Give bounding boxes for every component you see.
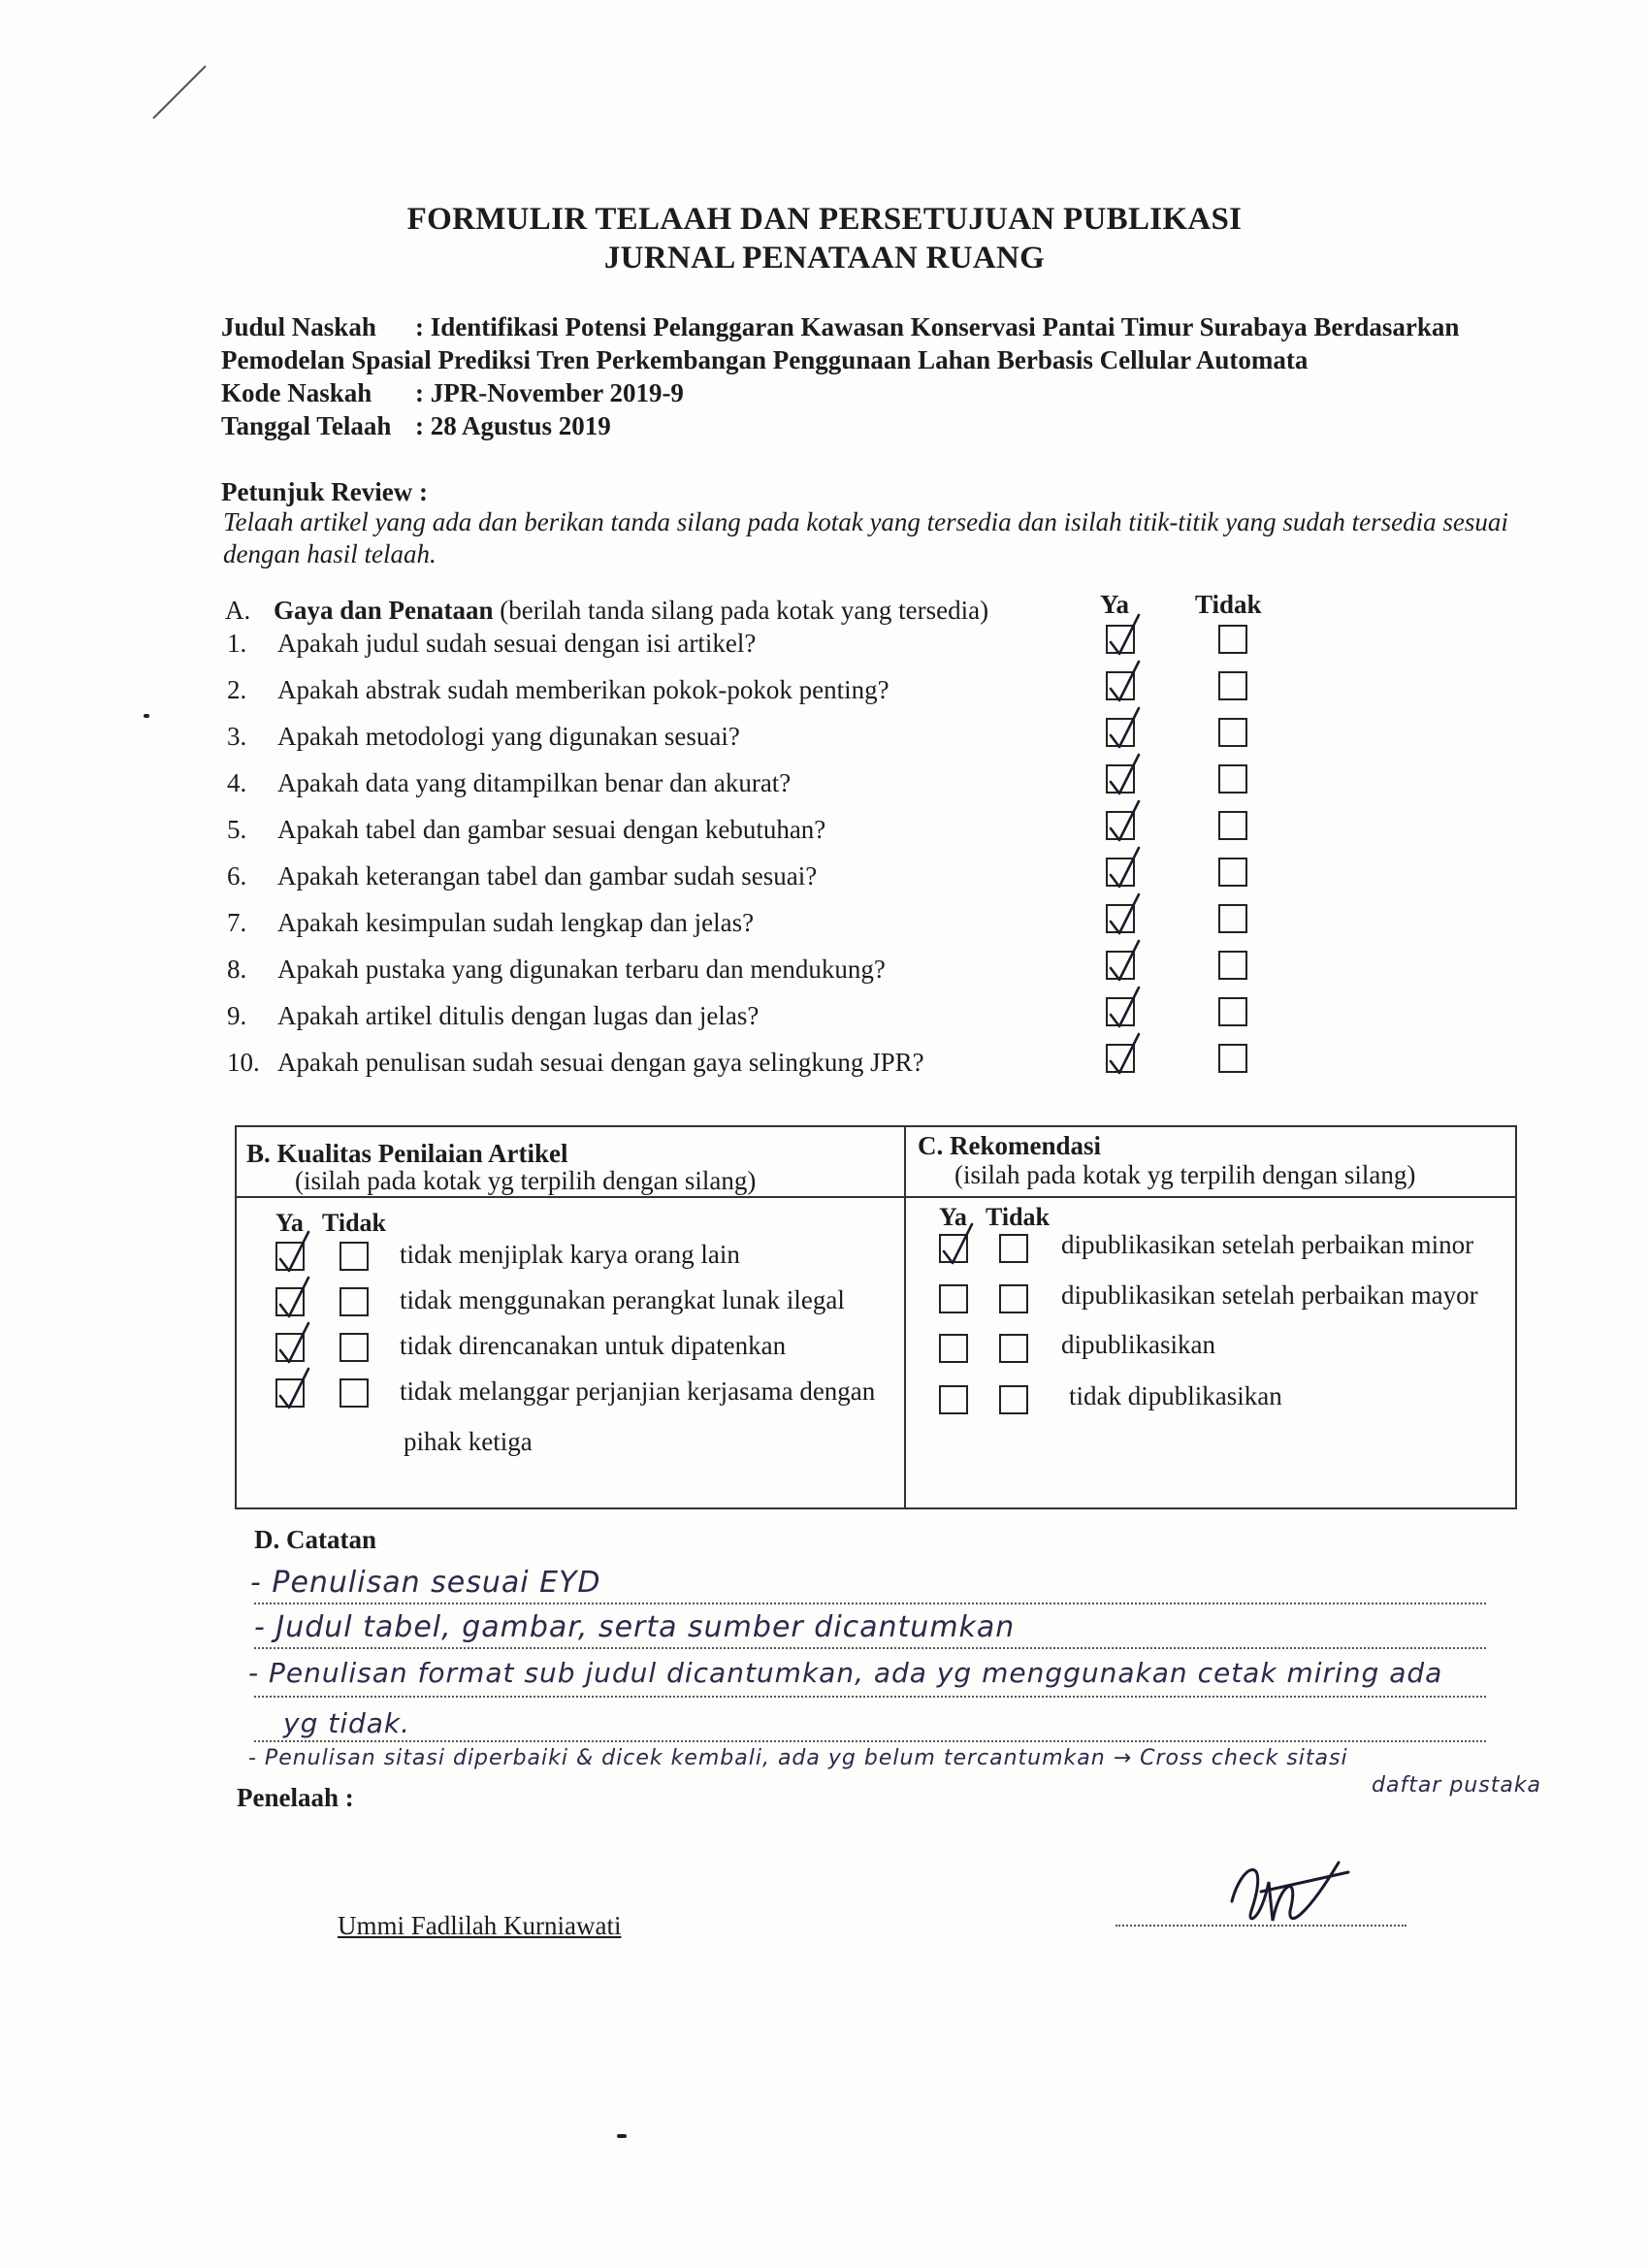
instructions-text: Telaah artikel yang ada dan berikan tanda silang pada kotak yang tersedia dan isilah titik-titik yang sudah tersedia sesuai dengan hasil telaah.: [223, 507, 1508, 568]
tidak-checkbox[interactable]: [1218, 951, 1247, 980]
ya-checkbox[interactable]: [275, 1378, 305, 1408]
question-text: Apakah pustaka yang digunakan terbaru dan mendukung?: [277, 955, 886, 984]
tanggal-row: [221, 411, 611, 441]
handwritten-note: yg tidak.: [283, 1707, 411, 1739]
tidak-checkbox[interactable]: [1218, 904, 1247, 933]
ya-checkbox[interactable]: [1106, 1044, 1135, 1073]
ya-checkbox[interactable]: [939, 1334, 968, 1363]
bc-header-rule: [235, 1196, 1517, 1198]
reviewer-label: Penelaah :: [237, 1783, 354, 1812]
ya-checkbox[interactable]: [939, 1284, 968, 1313]
ya-checkbox[interactable]: [1106, 718, 1135, 747]
question-row: [227, 629, 756, 659]
tidak-checkbox[interactable]: [340, 1242, 369, 1271]
tanggal-value: : 28 Agustus 2019: [415, 411, 611, 440]
question-row: [227, 1001, 759, 1031]
question-row: [227, 722, 740, 752]
section-a-letter: A.: [225, 596, 251, 625]
ya-checkbox[interactable]: [1106, 764, 1135, 794]
question-row: [227, 955, 886, 985]
question-number: 2.: [227, 675, 247, 704]
tidak-checkbox[interactable]: [999, 1234, 1028, 1263]
tidak-checkbox[interactable]: [999, 1385, 1028, 1414]
question-text: Apakah tabel dan gambar sesuai dengan kebutuhan?: [277, 815, 826, 844]
judul-value: : Identifikasi Potensi Pelanggaran Kawasan Konservasi Pantai Timur Surabaya Berdasarkan: [415, 312, 1460, 341]
pen-mark: [146, 58, 213, 126]
judul-value-cont: Pemodelan Spasial Prediksi Tren Perkembangan Penggunaan Lahan Berbasis Cellular Automata: [221, 345, 1309, 374]
tidak-checkbox[interactable]: [999, 1284, 1028, 1313]
tidak-checkbox[interactable]: [340, 1333, 369, 1362]
tidak-checkbox[interactable]: [1218, 858, 1247, 887]
question-number: 4.: [227, 768, 247, 797]
question-number: 3.: [227, 722, 247, 751]
criterion-label: tidak menjiplak karya orang lain: [400, 1240, 740, 1269]
section-b-title: B. Kualitas Penilaian Artikel: [246, 1139, 568, 1168]
section-d-title: D. Catatan: [254, 1525, 376, 1554]
question-text: Apakah abstrak sudah memberikan pokok-pokok penting?: [277, 675, 889, 704]
kode-label: Kode Naskah: [221, 378, 372, 407]
section-c-col-ya: Ya: [939, 1203, 967, 1231]
note-line: [254, 1696, 1486, 1698]
signature: [1193, 1843, 1377, 1950]
question-row: [227, 861, 817, 891]
question-row: [227, 908, 754, 938]
question-number: 7.: [227, 908, 247, 937]
note-line: [254, 1603, 1486, 1604]
tidak-checkbox[interactable]: [340, 1287, 369, 1316]
handwritten-note: daftar pustaka: [1372, 1773, 1542, 1798]
recommendation-label: tidak dipublikasikan: [1069, 1381, 1282, 1410]
tanggal-label: Tanggal Telaah: [221, 411, 392, 440]
handwritten-note: - Penulisan sesuai EYD: [250, 1566, 601, 1600]
criterion-label-cont: pihak ketiga: [404, 1427, 533, 1456]
tidak-checkbox[interactable]: [1218, 764, 1247, 794]
question-number: 6.: [227, 861, 247, 891]
tidak-checkbox[interactable]: [1218, 811, 1247, 840]
handwritten-note: - Penulisan sitasi diperbaiki & dicek kembali, ada yg belum tercantumkan → Cross check sitasi: [248, 1746, 1348, 1770]
handwritten-note: - Judul tabel, gambar, serta sumber dicantumkan: [254, 1610, 1016, 1644]
section-b-col-ya: Ya: [275, 1209, 304, 1237]
tidak-checkbox[interactable]: [1218, 718, 1247, 747]
question-row: [227, 675, 889, 705]
question-number: 10.: [227, 1048, 260, 1077]
ya-checkbox[interactable]: [1106, 671, 1135, 700]
section-c-col-tidak: Tidak: [986, 1203, 1051, 1231]
question-text: Apakah metodologi yang digunakan sesuai?: [277, 722, 740, 751]
criterion-label: tidak direncanakan untuk dipatenkan: [400, 1331, 787, 1360]
ya-checkbox[interactable]: [1106, 997, 1135, 1026]
recommendation-label: dipublikasikan setelah perbaikan mayor: [1061, 1280, 1478, 1310]
question-number: 1.: [227, 629, 247, 658]
question-row: [227, 1048, 924, 1078]
section-a-subtitle: (berilah tanda silang pada kotak yang tersedia): [500, 596, 989, 625]
ya-checkbox[interactable]: [1106, 858, 1135, 887]
tidak-checkbox[interactable]: [1218, 671, 1247, 700]
handwritten-note: - Penulisan format sub judul dicantumkan, ada yg menggunakan cetak miring ada: [248, 1657, 1443, 1689]
ya-checkbox[interactable]: [1106, 904, 1135, 933]
judul-label: Judul Naskah: [221, 312, 376, 341]
section-a-heading: [225, 596, 988, 626]
question-row: [227, 815, 825, 845]
question-text: Apakah artikel ditulis dengan lugas dan jelas?: [277, 1001, 760, 1030]
bc-divider: [904, 1125, 906, 1509]
question-text: Apakah keterangan tabel dan gambar sudah sesuai?: [277, 861, 818, 891]
ya-checkbox[interactable]: [1106, 811, 1135, 840]
ya-checkbox[interactable]: [275, 1287, 305, 1316]
ya-checkbox[interactable]: [275, 1242, 305, 1271]
section-a-col-tidak: Tidak: [1195, 590, 1262, 619]
section-b-subtitle: (isilah pada kotak yg terpilih dengan silang): [295, 1166, 757, 1195]
section-c-subtitle: (isilah pada kotak yg terpilih dengan silang): [954, 1160, 1416, 1189]
ya-checkbox[interactable]: [939, 1385, 968, 1414]
kode-row: [221, 378, 684, 408]
question-number: 5.: [227, 815, 247, 844]
judul-row: [221, 312, 1459, 342]
reviewer-name: Ummi Fadlilah Kurniawati: [338, 1911, 622, 1940]
speck: [617, 2134, 627, 2138]
speck: [144, 714, 149, 718]
note-line: [254, 1740, 1486, 1742]
recommendation-label: dipublikasikan setelah perbaikan minor: [1061, 1230, 1474, 1259]
criterion-label: tidak menggunakan perangkat lunak ilegal: [400, 1285, 845, 1314]
ya-checkbox[interactable]: [275, 1333, 305, 1362]
recommendation-label: dipublikasikan: [1061, 1330, 1215, 1359]
kode-value: : JPR-November 2019-9: [415, 378, 684, 407]
question-number: 8.: [227, 955, 247, 984]
ya-checkbox[interactable]: [1106, 625, 1135, 654]
question-text: Apakah penulisan sudah sesuai dengan gaya selingkung JPR?: [277, 1048, 924, 1077]
section-b-col-tidak: Tidak: [322, 1209, 387, 1237]
ya-checkbox[interactable]: [1106, 951, 1135, 980]
form-title-line2: JURNAL PENATAAN RUANG: [603, 241, 1046, 275]
instructions-heading: Petunjuk Review :: [221, 477, 428, 506]
section-a-title: Gaya dan Penataan: [274, 596, 494, 625]
section-a-col-ya: Ya: [1100, 590, 1130, 619]
ya-checkbox[interactable]: [939, 1234, 968, 1263]
criterion-label: tidak melanggar perjanjian kerjasama dengan: [400, 1377, 876, 1406]
question-number: 9.: [227, 1001, 247, 1030]
tidak-checkbox[interactable]: [1218, 625, 1247, 654]
question-row: [227, 768, 791, 798]
question-text: Apakah data yang ditampilkan benar dan akurat?: [277, 768, 792, 797]
section-c-title: C. Rekomendasi: [918, 1131, 1102, 1160]
question-text: Apakah kesimpulan sudah lengkap dan jelas?: [277, 908, 755, 937]
note-line: [254, 1647, 1486, 1649]
tidak-checkbox[interactable]: [1218, 1044, 1247, 1073]
tidak-checkbox[interactable]: [1218, 997, 1247, 1026]
question-text: Apakah judul sudah sesuai dengan isi artikel?: [277, 629, 757, 658]
tidak-checkbox[interactable]: [340, 1378, 369, 1408]
tidak-checkbox[interactable]: [999, 1334, 1028, 1363]
form-title-line1: FORMULIR TELAAH DAN PERSETUJUAN PUBLIKASI: [406, 202, 1243, 237]
